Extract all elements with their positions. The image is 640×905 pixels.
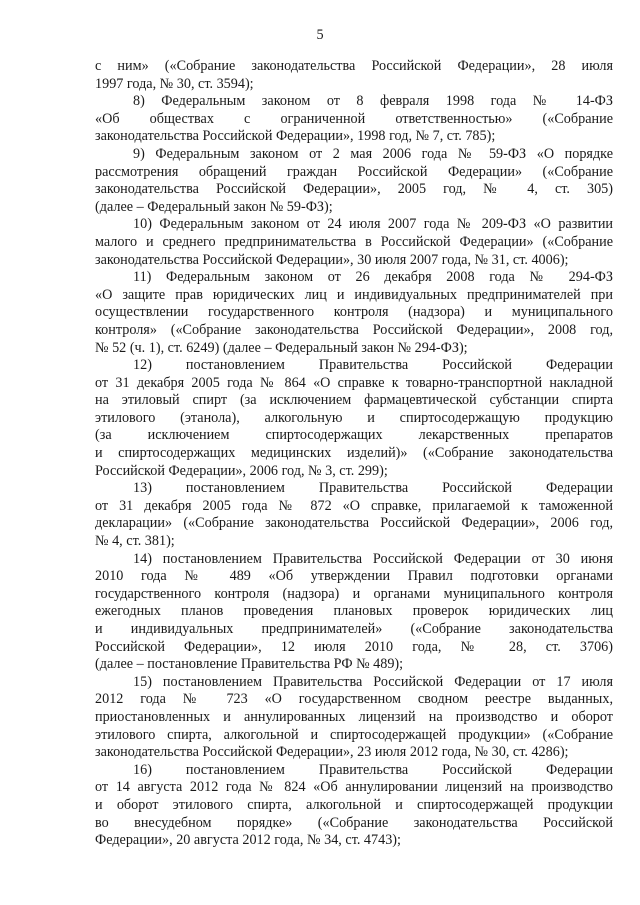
- paragraph: [95, 762, 613, 850]
- page-number: 5: [316, 27, 324, 43]
- text-line: (далее – постановление Правительства РФ № 489);: [95, 656, 404, 673]
- text-line: декларации» («Собрание законодательства Российской Федерации», 2006 год,: [95, 515, 613, 532]
- paragraph: [95, 269, 613, 357]
- paragraph: [95, 58, 613, 93]
- text-line: (за исключением спиртосодержащих лекарственных препаратов: [95, 427, 613, 444]
- text-line: законодательства Российской Федерации», 23 июля 2012 года, № 30, ст. 4286);: [95, 744, 569, 761]
- text-line: государственного контроля (надзора) и органами муниципального контроля: [95, 585, 613, 602]
- text-line: малого и среднего предпринимательства в Российской Федерации» («Собрание: [95, 233, 613, 250]
- text-line: законодательства Российской Федерации», 2005 год, № 4, ст. 305): [95, 181, 613, 198]
- text-line: (далее – Федеральный закон № 59-ФЗ);: [95, 198, 333, 215]
- text-line: приостановленных и аннулированных лицензий на производство и оборот: [95, 708, 613, 725]
- paragraph: [95, 480, 613, 550]
- text-line: от 31 декабря 2005 года № 864 «О справке к товарно-транспортной накладной: [95, 374, 613, 391]
- text-line: 16) постановлением Правительства Российской Федерации: [133, 761, 613, 778]
- text-line: Российской Федерации», 12 июля 2010 года, № 28, ст. 3706): [95, 638, 613, 655]
- paragraph: [95, 551, 613, 674]
- text-line: 9) Федеральным законом от 2 мая 2006 года № 59-ФЗ «О порядке: [133, 145, 613, 162]
- text-line: «Об обществах с ограниченной ответственностью» («Собрание: [95, 110, 613, 127]
- text-line: во внесудебном порядке» («Собрание законодательства Российской: [95, 814, 613, 831]
- text-line: контроля» («Собрание законодательства Российской Федерации», 2008 год,: [95, 321, 613, 338]
- text-line: с ним» («Собрание законодательства Российской Федерации», 28 июля: [95, 58, 613, 74]
- text-line: 13) постановлением Правительства Российской Федерации: [133, 480, 613, 497]
- text-line: Российской Федерации», 2006 год, № 3, ст. 299);: [95, 462, 388, 479]
- text-line: 10) Федеральным законом от 24 июля 2007 года № 209-ФЗ «О развитии: [133, 216, 613, 233]
- paragraph: [95, 674, 613, 762]
- document-body: [95, 58, 613, 850]
- text-line: от 14 августа 2012 года № 824 «Об аннулировании лицензий на производство: [95, 779, 613, 796]
- text-line: «О защите прав юридических лиц и индивидуальных предпринимателей при: [95, 286, 613, 303]
- text-line: ежегодных планов проведения плановых проверок юридических лиц: [95, 603, 613, 620]
- paragraph: [95, 146, 613, 216]
- text-line: 12) постановлением Правительства Российской Федерации: [133, 357, 613, 374]
- text-line: 2010 года № 489 «Об утверждении Правил подготовки органами: [95, 568, 613, 585]
- text-line: на этиловый спирт (за исключением фармацевтической субстанции спирта: [95, 392, 613, 409]
- paragraph: [95, 357, 613, 480]
- text-line: 2012 года № 723 «О государственном сводном реестре выданных,: [95, 691, 613, 708]
- text-line: рассмотрения обращений граждан Российской Федерации» («Собрание: [95, 163, 613, 180]
- text-line: 15) постановлением Правительства Российской Федерации от 17 июля: [133, 673, 613, 690]
- text-line: № 4, ст. 381);: [95, 533, 175, 550]
- text-line: этилового спирта, алкогольной и спиртосодержащей продукции» («Собрание: [95, 726, 613, 743]
- text-line: 1997 года, № 30, ст. 3594);: [95, 75, 254, 92]
- text-line: законодательства Российской Федерации», 30 июля 2007 года, № 31, ст. 4006);: [95, 251, 569, 268]
- text-line: 11) Федеральным законом от 26 декабря 2008 года № 294-ФЗ: [133, 269, 613, 286]
- text-line: 8) Федеральным законом от 8 февраля 1998 года № 14-ФЗ: [133, 93, 613, 110]
- paragraph: [95, 93, 613, 146]
- text-line: от 31 декабря 2005 года № 872 «О справке, прилагаемой к таможенной: [95, 497, 613, 514]
- text-line: осуществлении государственного контроля (надзора) и муниципального: [95, 304, 613, 321]
- text-line: и индивидуальных предпринимателей» («Собрание законодательства: [95, 621, 613, 637]
- text-line: и спиртосодержащих медицинских изделий)» («Собрание законодательства: [95, 445, 613, 462]
- text-line: законодательства Российской Федерации», 1998 год, № 7, ст. 785);: [95, 128, 496, 145]
- text-line: Федерации», 20 августа 2012 года, № 34, ст. 4743);: [95, 832, 401, 849]
- text-line: № 52 (ч. 1), ст. 6249) (далее – Федеральный закон № 294-ФЗ);: [95, 339, 468, 356]
- text-line: 14) постановлением Правительства Российской Федерации от 30 июня: [133, 550, 613, 567]
- text-line: и оборот этилового спирта, алкогольной и спиртосодержащей продукции: [95, 796, 613, 813]
- text-line: этилового (этанола), алкогольную и спиртосодержащую продукцию: [95, 409, 613, 426]
- paragraph: [95, 216, 613, 269]
